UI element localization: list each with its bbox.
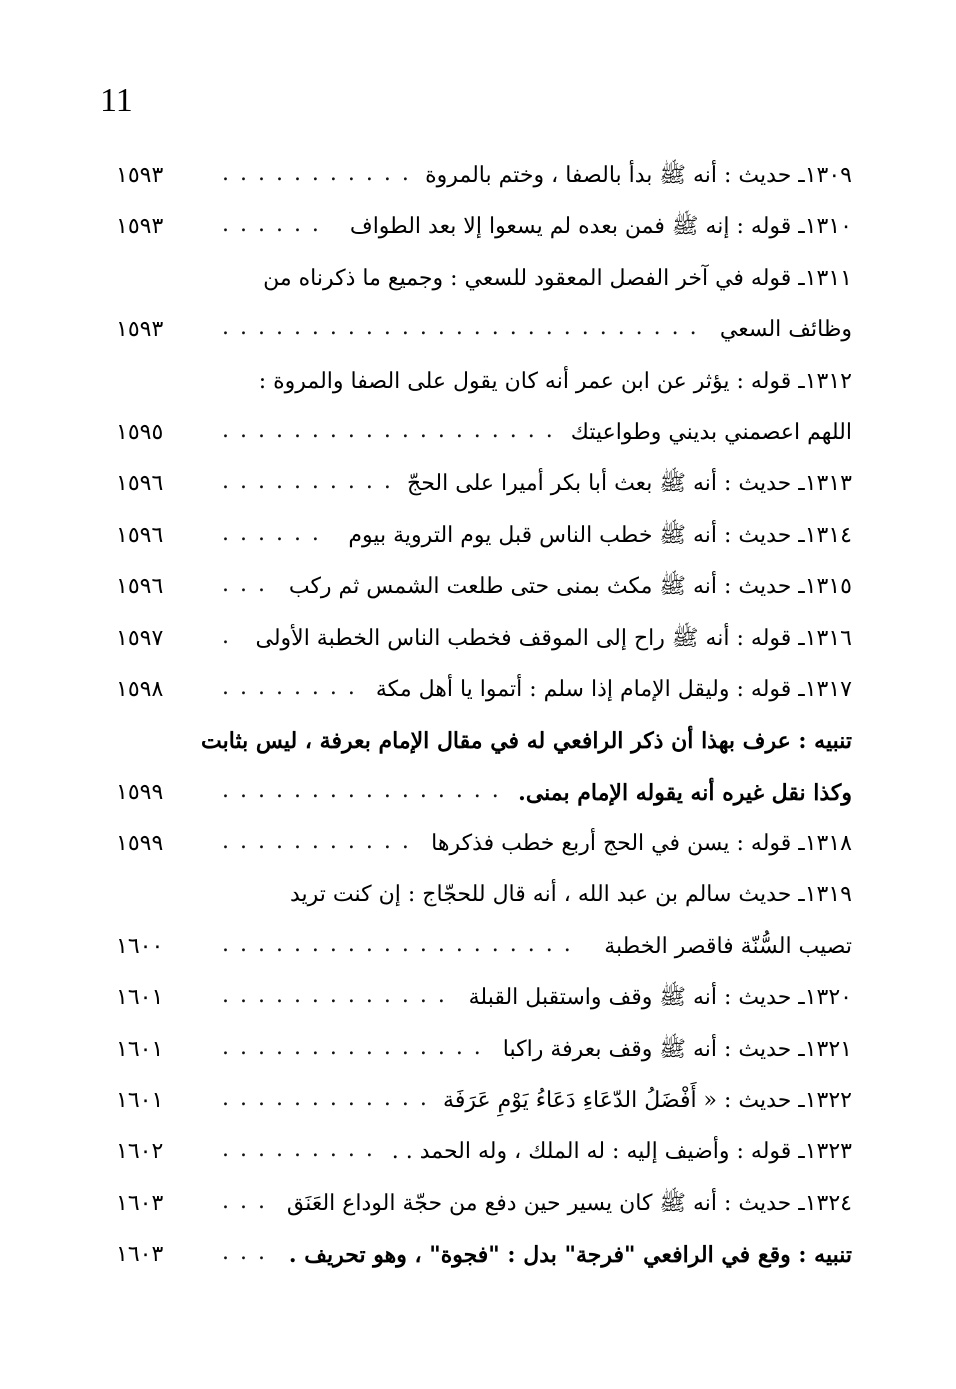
index-entry-row [0, 1229, 956, 1280]
page-number: 11 [100, 82, 133, 119]
index-entry-row [0, 407, 956, 458]
leader-dots: . . . . . . . . . . . . . [222, 983, 447, 1009]
entry-page-number: ١٦٠١ [116, 1036, 164, 1062]
leader-dots: . . . . . . . . . . . . [222, 1086, 429, 1112]
entry-text: ١٣١٠ـ قوله : إنه ﷺ فمن بعده لم يسعوا إلا بعد الطواف [349, 214, 852, 240]
entry-page-number: ١٦٠٢ [116, 1139, 164, 1165]
entry-text: ١٣٢٠ـ حديث : أنه ﷺ وقف واستقبل القبلة [468, 985, 852, 1011]
leader-dots: . [222, 623, 231, 649]
index-entry-row [0, 869, 956, 920]
index-entry-row [0, 510, 956, 561]
index-entry-row [0, 458, 956, 509]
index-entry-row [0, 561, 956, 612]
index-entry-row [0, 253, 956, 304]
leader-dots: . . . . . . . . . . . [222, 161, 411, 186]
index-entry-row [0, 201, 956, 252]
entry-page-number: ١٦٠٣ [116, 1242, 164, 1268]
entry-text: وظائف السعي [719, 317, 852, 343]
leader-dots: . . . [222, 572, 267, 598]
note-text: تنبيه : وقع في الرافعي "فرجة" بدل : "فجوة" ، وهو تحريف . [288, 1242, 852, 1269]
index-entry-row [0, 1024, 956, 1075]
entry-page-number: ١٥٩٣ [116, 214, 164, 240]
entry-text: ١٣٢١ـ حديث : أنه ﷺ وقف بعرفة راكبا [502, 1036, 852, 1062]
index-entry-row [0, 818, 956, 869]
leader-dots: . . . . . . . . [222, 674, 357, 700]
entry-text: اللهم اعصمني بديني وطواعيتك [570, 419, 852, 445]
entry-page-number: ١٥٩٩ [116, 831, 164, 857]
leader-dots: . . . . . . . . . [222, 1137, 375, 1163]
leader-dots: . . . . . . [222, 520, 321, 546]
note-text: وكذا نقل غيره أنه يقوله الإمام بمنى. [518, 779, 852, 806]
leader-dots: . . . . . . . . . . [222, 469, 393, 495]
entry-text: ١٣١٢ـ قوله : يؤثر عن ابن عمر أنه كان يقول على الصفا والمروة : [258, 368, 852, 394]
leader-dots: . . . . . . . . . . . . . . . . [222, 777, 501, 803]
index-entry-row [0, 1075, 956, 1126]
entry-page-number: ١٥٩٩ [116, 779, 164, 805]
leader-dots: . . . . . . . . . . . [222, 829, 411, 855]
index-entry-row [0, 1178, 956, 1229]
entry-page-number: ١٥٩٥ [116, 419, 164, 445]
entry-text: ١٣١٩ـ حديث سالم بن عبد الله ، أنه قال للحجّاج : إن كنت تريد [289, 882, 852, 908]
entry-page-number: ١٥٩٦ [116, 522, 164, 548]
entry-page-number: ١٦٠١ [116, 1088, 164, 1114]
index-entry-row [0, 972, 956, 1023]
index-entry-row [0, 304, 956, 355]
entry-text: ١٣١٤ـ حديث : أنه ﷺ خطب الناس قبل يوم التروية بيوم [348, 522, 852, 548]
entry-text: ١٣١٦ـ قوله : أنه ﷺ راح إلى الموقف فخطب الناس الخطبة الأولى [255, 625, 852, 651]
index-entries [0, 150, 956, 1281]
entry-text: ١٣٢٢ـ حديث : « أَفْضَلُ الدّعَاءِ دَعَاءُ يَوْمِ عَرَفَة [443, 1088, 852, 1114]
entry-text: ١٣١٥ـ حديث : أنه ﷺ مكث بمنى حتى طلعت الشمس ثم ركب [288, 574, 852, 600]
leader-dots: . . . . . . . . . . . . . . . [222, 1034, 483, 1060]
entry-page-number: ١٥٩٨ [116, 676, 164, 702]
index-entry-row [0, 613, 956, 664]
entry-text: ١٣٢٤ـ حديث : أنه ﷺ كان يسير حين دفع من حجّة الوداع العَنَق [286, 1190, 852, 1216]
entry-text: ١٣٢٣ـ قوله : وأضيف إليه : له الملك ، وله الحمد . . [391, 1139, 852, 1165]
index-entry-row [0, 715, 956, 766]
entry-page-number: ١٥٩٣ [116, 163, 164, 188]
entry-page-number: ١٥٩٧ [116, 625, 164, 651]
index-entry-row [0, 921, 956, 972]
leader-dots: . . . . . . [222, 212, 321, 238]
index-entry-row [0, 150, 956, 201]
entry-page-number: ١٥٩٣ [116, 317, 164, 343]
entry-page-number: ١٥٩٦ [116, 574, 164, 600]
entry-page-number: ١٦٠٠ [116, 933, 164, 959]
index-entry-row [0, 1126, 956, 1177]
entry-text: ١٣١٣ـ حديث : أنه ﷺ بعث أبا بكر أميرا على الحجّ [407, 471, 852, 497]
index-entry-row [0, 356, 956, 407]
leader-dots: . . . . . . . . . . . . . . . . . . . [222, 417, 555, 443]
entry-page-number: ١٦٠١ [116, 985, 164, 1011]
note-text: تنبيه : عرف بهذا أن ذكر الرافعي له في مقال الإمام بعرفة ، ليس بثابت [201, 728, 852, 755]
entry-text: ١٣١٨ـ قوله : يسن في الحج أربع خطب فذكرها [431, 831, 852, 857]
index-entry-row [0, 664, 956, 715]
index-entry-row [0, 767, 956, 818]
leader-dots: . . . [222, 1240, 267, 1266]
entry-page-number: ١٥٩٦ [116, 471, 164, 497]
entry-text: تصيب السُّنّة فاقصر الخطبة [604, 933, 852, 959]
entry-text: ١٣١١ـ قوله في آخر الفصل المعقود للسعي : وجميع ما ذكرناه من [263, 265, 852, 291]
entry-text: ١٣١٧ـ قوله : وليقل الإمام إذا سلم : أتموا يا أهل مكة [375, 676, 852, 702]
entry-text: ١٣٠٩ـ حديث : أنه ﷺ بدأ بالصفا ، وختم بالمروة [425, 163, 852, 188]
entry-page-number: ١٦٠٣ [116, 1190, 164, 1216]
leader-dots: . . . . . . . . . . . . . . . . . . . . [222, 931, 573, 957]
leader-dots: . . . . . . . . . . . . . . . . . . . . . . . . . . . [222, 315, 699, 341]
leader-dots: . . . [222, 1188, 267, 1214]
